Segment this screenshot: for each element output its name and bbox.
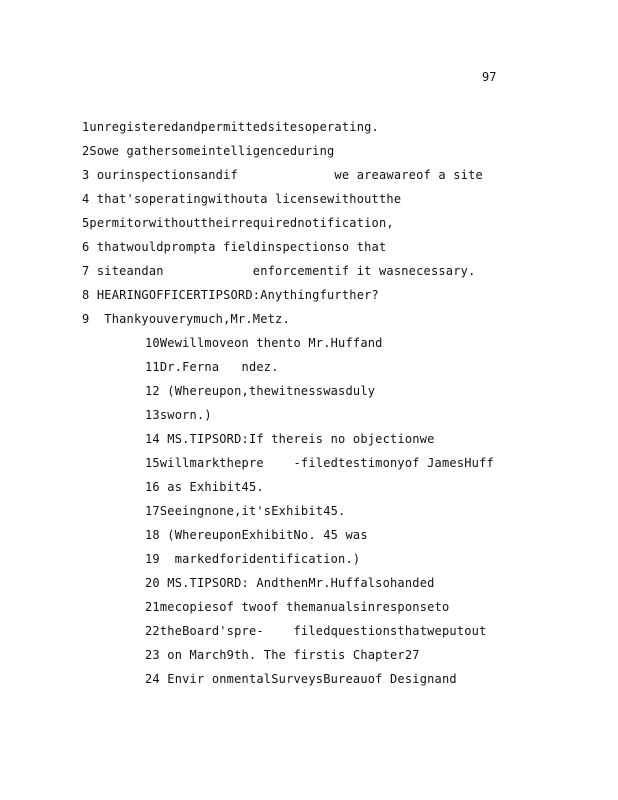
transcript-line-3: 3 ourinspectionsandif we areawareof a site — [82, 168, 483, 182]
transcript-line-5: 5permitorwithouttheirrequirednotification, — [82, 216, 394, 230]
transcript-line-4: 4 that'soperatingwithouta licensewithoutthe — [82, 192, 402, 206]
transcript-line-22: 22theBoard'spre- filedquestionsthatweputout — [145, 624, 487, 638]
transcript-line-6: 6 thatwouldprompta fieldinspectionso that — [82, 240, 387, 254]
transcript-line-1: 1unregisteredandpermittedsitesoperating. — [82, 120, 379, 134]
transcript-line-7: 7 siteandan enforcementif it wasnecessary. — [82, 264, 476, 278]
transcript-line-10: 10Wewillmoveon thento Mr.Huffand — [145, 336, 383, 350]
transcript-line-17: 17Seeingnone,it'sExhibit45. — [145, 504, 346, 518]
transcript-line-16: 16 as Exhibit45. — [145, 480, 264, 494]
transcript-line-9: 9 Thankyouverymuch,Mr.Metz. — [82, 312, 290, 326]
transcript-line-8: 8 HEARINGOFFICERTIPSORD:Anythingfurther? — [82, 288, 379, 302]
transcript-line-13: 13sworn.) — [145, 408, 212, 422]
transcript-line-24: 24 Envir onmentalSurveysBureauof Designand — [145, 672, 457, 686]
transcript-line-15: 15willmarkthepre -filedtestimonyof JamesHuff — [145, 456, 494, 470]
transcript-line-14: 14 MS.TIPSORD:If thereis no objectionwe — [145, 432, 435, 446]
transcript-line-19: 19 markedforidentification.) — [145, 552, 361, 566]
transcript-line-21: 21mecopiesof twoof themanualsinresponseto — [145, 600, 450, 614]
transcript-line-23: 23 on March9th. The firstis Chapter27 — [145, 648, 420, 662]
transcript-line-12: 12 (Whereupon,thewitnesswasduly — [145, 384, 376, 398]
transcript-line-18: 18 (WhereuponExhibitNo. 45 was — [145, 528, 368, 542]
transcript-line-2: 2Sowe gathersomeintelligenceduring — [82, 144, 335, 158]
transcript-line-20: 20 MS.TIPSORD: AndthenMr.Huffalsohanded — [145, 576, 435, 590]
page-number: 97 — [482, 70, 497, 84]
transcript-line-11: 11Dr.Ferna ndez. — [145, 360, 279, 374]
